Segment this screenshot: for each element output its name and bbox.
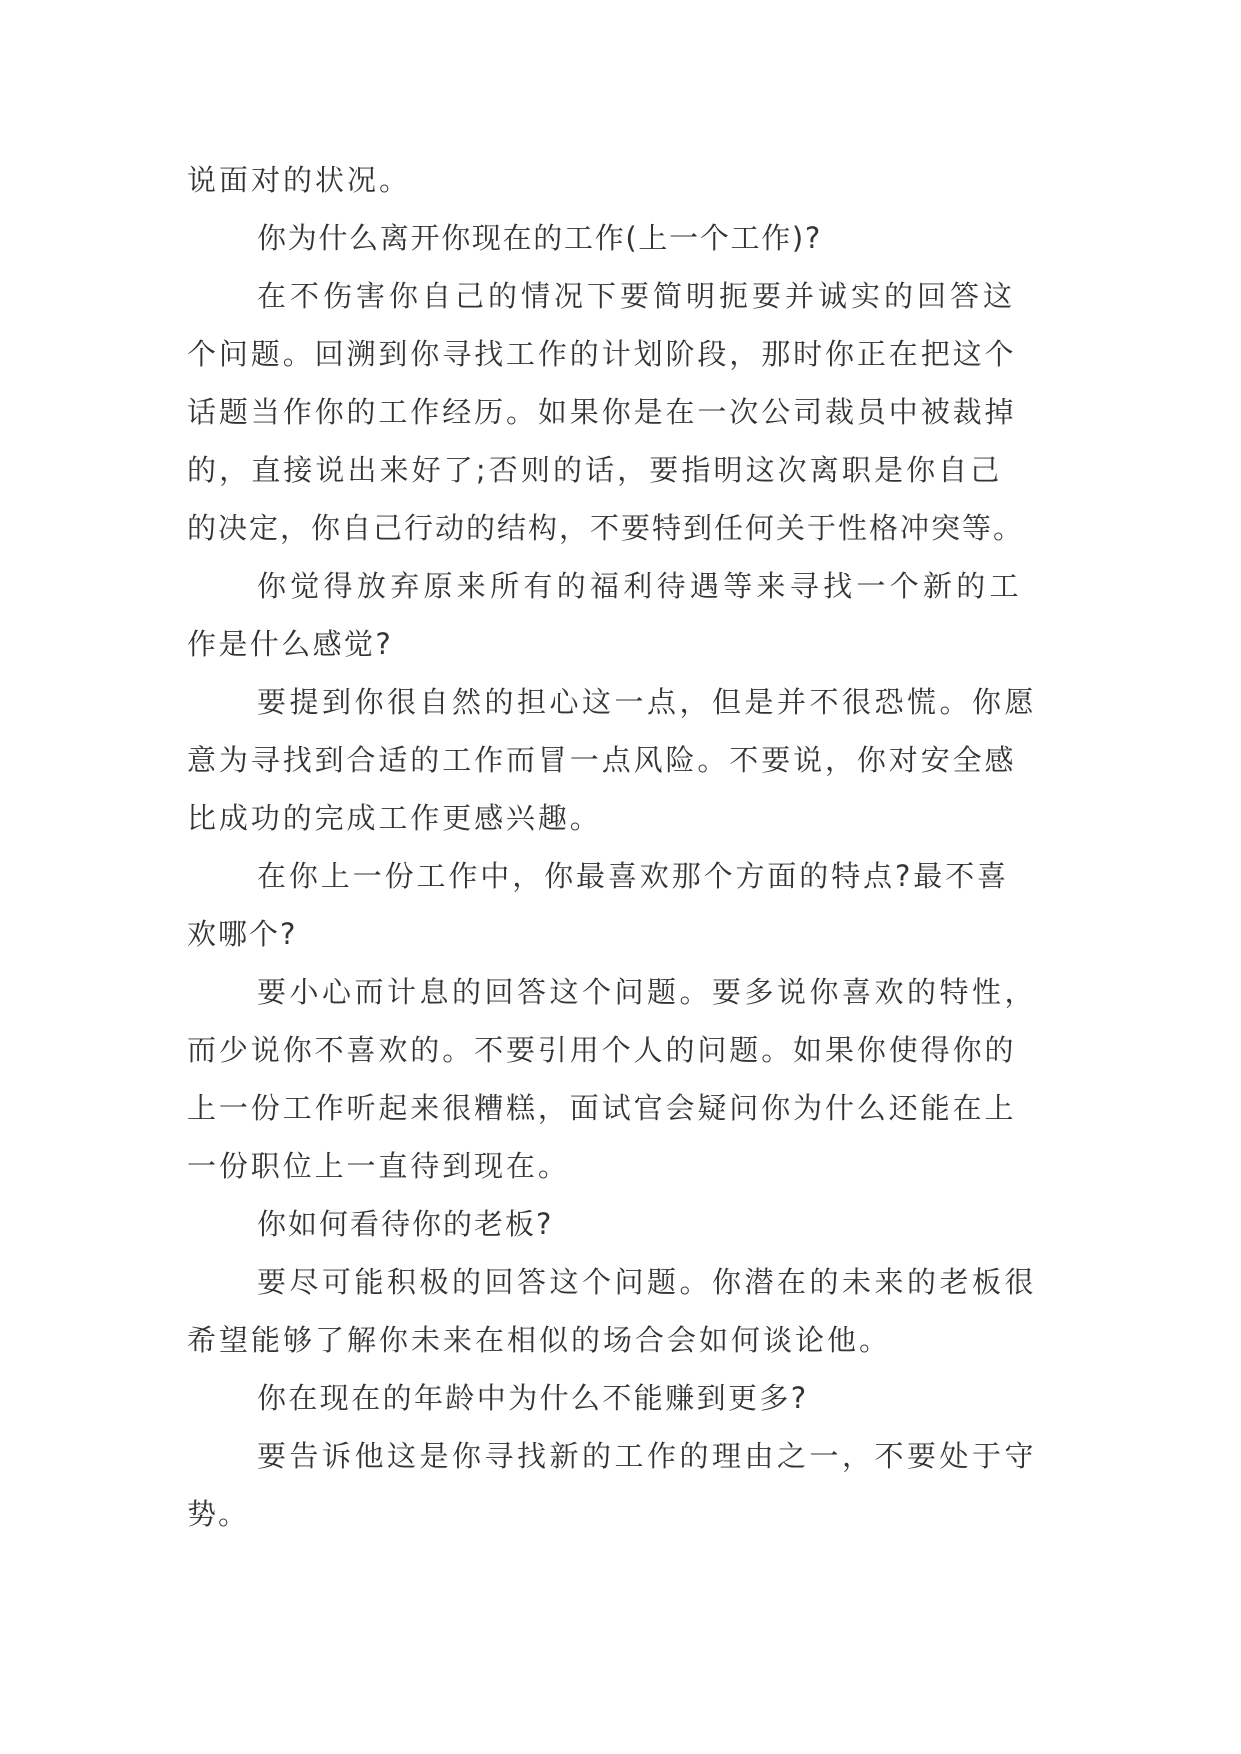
text-line: 比成功的完成工作更感兴趣。: [187, 801, 602, 835]
text-line: 说面对的状况。: [187, 163, 412, 197]
text-line: 一份职位上一直待到现在。: [187, 1149, 570, 1183]
text-line: 你觉得放弃原来所有的福利待遇等来寻找一个新的工: [257, 569, 1023, 603]
text-line: 要提到你很自然的担心这一点，但是并不很恐慌。你愿: [257, 685, 1038, 719]
text-line: 的决定，你自己行动的结构，不要特到任何关于性格冲突等。: [187, 511, 1025, 545]
text-line: 话题当作你的工作经历。如果你是在一次公司裁员中被裁掉: [187, 395, 1017, 429]
text-line: 的，直接说出来好了;否则的话，要指明这次离职是你自己: [187, 453, 1003, 487]
text-line: 要告诉他这是你寻找新的工作的理由之一，不要处于守: [257, 1439, 1038, 1473]
text-line: 意为寻找到合适的工作而冒一点风险。不要说，你对安全感: [187, 743, 1017, 777]
text-line: 而少说你不喜欢的。不要引用个人的问题。如果你使得你的: [187, 1033, 1017, 1067]
text-line: 要小心而计息的回答这个问题。要多说你喜欢的特性，: [257, 975, 1038, 1009]
text-line: 希望能够了解你未来在相似的场合会如何谈论他。: [187, 1323, 892, 1357]
text-line: 在不伤害你自己的情况下要简明扼要并诚实的回答这: [257, 279, 1017, 313]
text-line: 势。: [187, 1497, 250, 1531]
text-line: 你在现在的年龄中为什么不能赚到更多?: [257, 1381, 809, 1415]
text-line: 上一份工作听起来很糟糕，面试官会疑问你为什么还能在上: [187, 1091, 1017, 1125]
text-line: 要尽可能积极的回答这个问题。你潜在的未来的老板很: [257, 1265, 1038, 1299]
text-line: 在你上一份工作中，你最喜欢那个方面的特点?最不喜: [257, 859, 1009, 893]
text-line: 个问题。回溯到你寻找工作的计划阶段，那时你正在把这个: [187, 337, 1017, 371]
text-line: 你如何看待你的老板?: [257, 1207, 554, 1241]
text-line: 你为什么离开你现在的工作(上一个工作)?: [257, 221, 823, 255]
text-line: 欢哪个?: [187, 917, 298, 951]
text-line: 作是什么感觉?: [187, 627, 394, 661]
